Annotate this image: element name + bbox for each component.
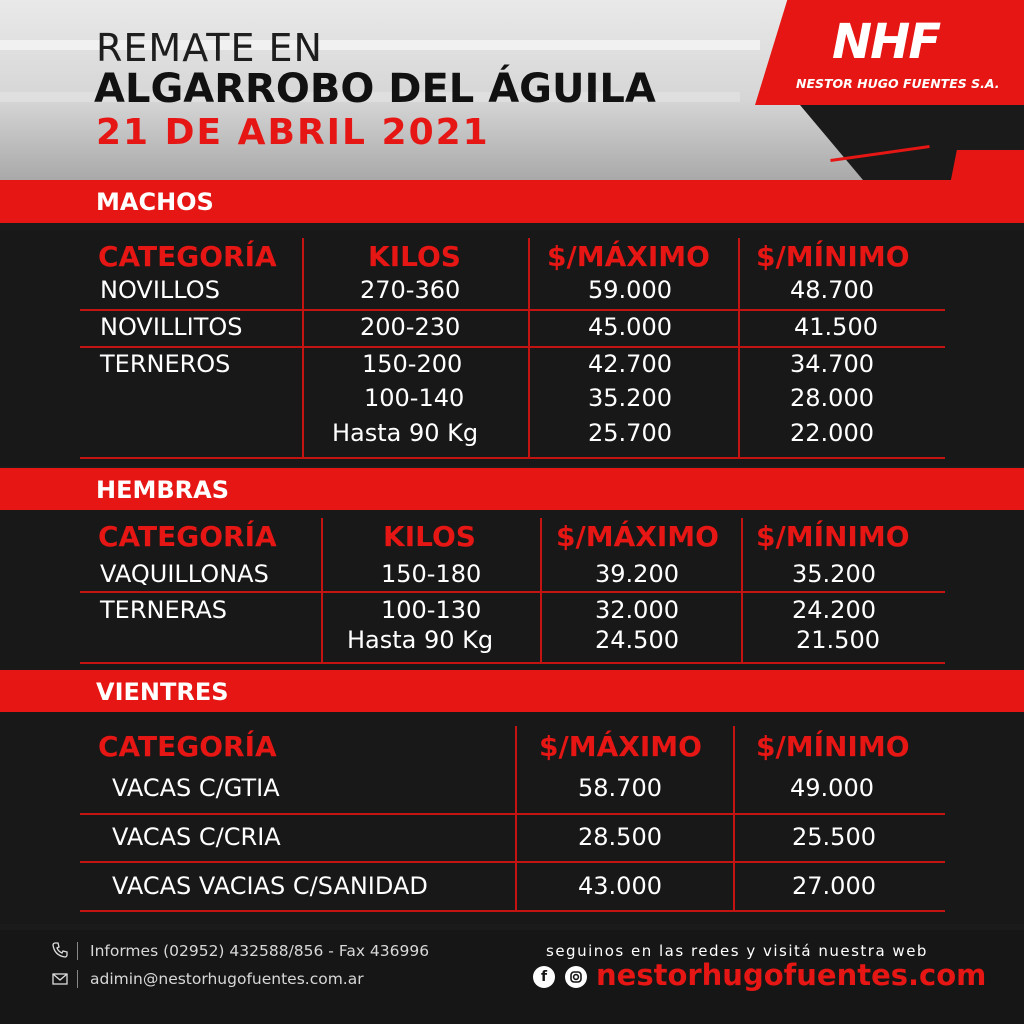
table-cell-kilos: 150-180 (381, 560, 482, 588)
col-header-minimo: $/MÍNIMO (756, 520, 910, 553)
section-band-hembras (0, 468, 1024, 510)
phone-icon (52, 942, 68, 962)
table-cell-max: 43.000 (578, 872, 662, 900)
table-machos (0, 230, 1024, 466)
table-cell-category: NOVILLITOS (100, 313, 243, 341)
column-divider (302, 238, 304, 458)
table-cell-kilos: 100-140 (364, 384, 465, 412)
section-title-machos: MACHOS (96, 188, 214, 216)
table-cell-max: 59.000 (588, 276, 672, 304)
column-divider (738, 238, 740, 458)
table-cell-max: 24.500 (595, 626, 679, 654)
column-divider (733, 726, 735, 912)
table-cell-category: VACAS C/GTIA (112, 774, 280, 802)
col-header-maximo: $/MÁXIMO (556, 520, 719, 553)
table-cell-min: 49.000 (790, 774, 874, 802)
table-cell-category: VACAS VACIAS C/SANIDAD (112, 872, 428, 900)
table-cell-min: 21.500 (796, 626, 880, 654)
table-vientres (0, 712, 1024, 924)
table-cell-min: 22.000 (790, 419, 874, 447)
table-cell-kilos: Hasta 90 Kg (347, 626, 494, 654)
section-title-vientres: VIENTRES (96, 678, 229, 706)
company-name: NESTOR HUGO FUENTES S.A. (796, 76, 1000, 91)
separator (77, 970, 78, 988)
section-band-machos (0, 180, 1024, 223)
table-cell-category: TERNEROS (100, 350, 231, 378)
table-cell-category: NOVILLOS (100, 276, 220, 304)
table-cell-kilos: 150-200 (362, 350, 463, 378)
table-cell-min: 27.000 (792, 872, 876, 900)
col-header-maximo: $/MÁXIMO (547, 240, 710, 273)
col-header-categoria: CATEGORÍA (98, 240, 277, 273)
mail-icon (52, 972, 68, 990)
table-cell-kilos: 270-360 (360, 276, 461, 304)
col-header-minimo: $/MÍNIMO (756, 730, 910, 763)
table-cell-kilos: 200-230 (360, 313, 461, 341)
nhf-logo: NHF (832, 14, 940, 70)
website-link[interactable]: nestorhugofuentes.com (596, 958, 987, 992)
col-header-kilos: KILOS (368, 240, 461, 273)
column-divider (515, 726, 517, 912)
table-cell-max: 39.200 (595, 560, 679, 588)
auction-date: 21 DE ABRIL 2021 (96, 112, 490, 153)
contact-phone: Informes (02952) 432588/856 - Fax 436996 (90, 942, 430, 960)
table-cell-max: 35.200 (588, 384, 672, 412)
row-divider (80, 813, 945, 815)
table-cell-max: 45.000 (588, 313, 672, 341)
section-title-hembras: HEMBRAS (96, 476, 229, 504)
table-cell-min: 48.700 (790, 276, 874, 304)
table-cell-category: TERNERAS (100, 596, 227, 624)
section-band-vientres (0, 670, 1024, 712)
table-cell-min: 35.200 (792, 560, 876, 588)
row-divider (80, 457, 945, 459)
table-cell-min: 25.500 (792, 823, 876, 851)
row-divider (80, 591, 945, 593)
table-hembras (0, 510, 1024, 670)
separator (77, 942, 78, 960)
table-cell-min: 41.500 (794, 313, 878, 341)
row-divider (80, 662, 945, 664)
table-cell-max: 32.000 (595, 596, 679, 624)
table-cell-category: VACAS C/CRIA (112, 823, 281, 851)
table-cell-min: 34.700 (790, 350, 874, 378)
title-line-2: ALGARROBO DEL ÁGUILA (94, 66, 656, 112)
instagram-icon[interactable] (565, 966, 587, 988)
table-cell-min: 24.200 (792, 596, 876, 624)
social-caption: seguinos en las redes y visitá nuestra web (546, 942, 928, 960)
table-cell-max: 58.700 (578, 774, 662, 802)
col-header-maximo: $/MÁXIMO (539, 730, 702, 763)
table-cell-max: 28.500 (578, 823, 662, 851)
table-cell-kilos: 100-130 (381, 596, 482, 624)
col-header-categoria: CATEGORÍA (98, 520, 277, 553)
table-cell-min: 28.000 (790, 384, 874, 412)
row-divider (80, 309, 945, 311)
title-line-1: REMATE EN (96, 26, 323, 70)
row-divider (80, 861, 945, 863)
contact-email[interactable]: adimin@nestorhugofuentes.com.ar (90, 970, 364, 988)
table-cell-max: 25.700 (588, 419, 672, 447)
row-divider (80, 910, 945, 912)
column-divider (528, 238, 530, 458)
table-cell-kilos: Hasta 90 Kg (332, 419, 479, 447)
col-header-categoria: CATEGORÍA (98, 730, 277, 763)
table-cell-max: 42.700 (588, 350, 672, 378)
col-header-kilos: KILOS (383, 520, 476, 553)
row-divider (80, 346, 945, 348)
facebook-icon[interactable]: f (533, 966, 555, 988)
col-header-minimo: $/MÍNIMO (756, 240, 910, 273)
table-cell-category: VAQUILLONAS (100, 560, 269, 588)
